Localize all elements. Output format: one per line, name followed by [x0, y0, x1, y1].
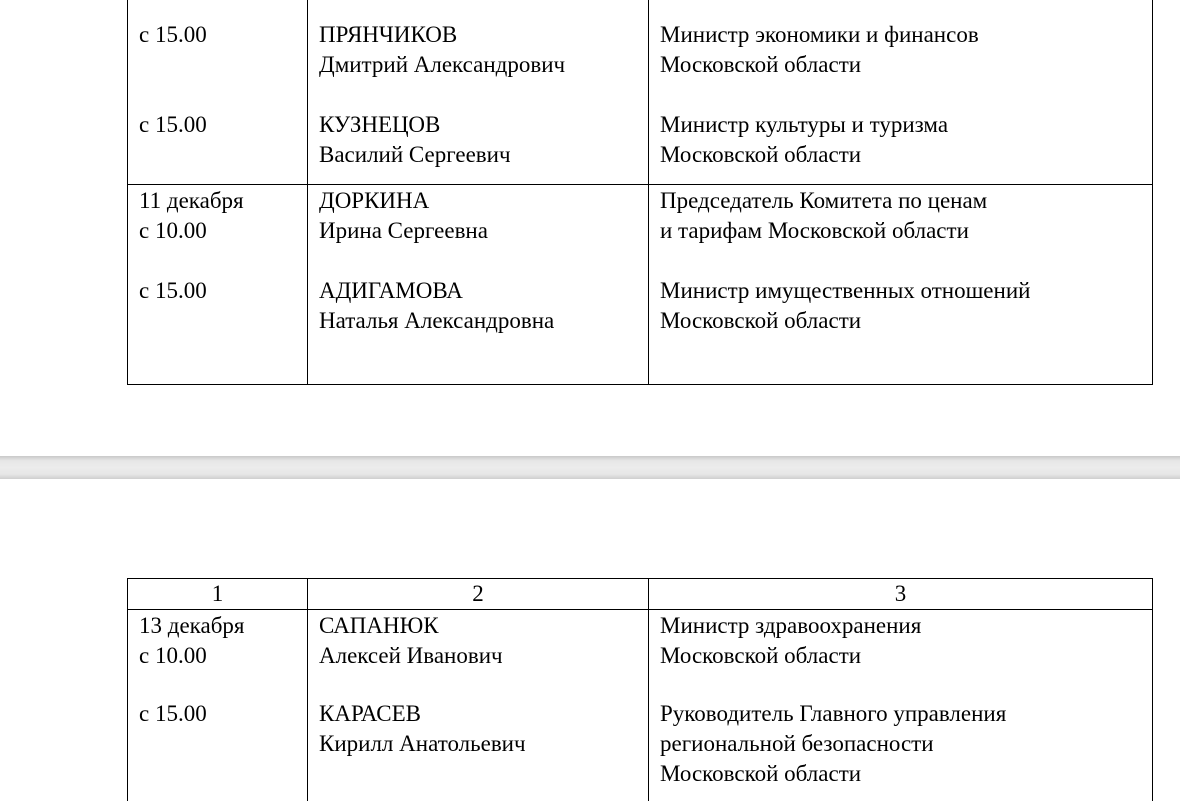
- official-surname: ДОРКИНА: [319, 188, 430, 213]
- page-separator: [0, 456, 1180, 479]
- time-cell: с 10.00: [139, 218, 207, 243]
- header-divider: [128, 609, 1152, 610]
- official-name: Дмитрий Александрович: [319, 52, 566, 77]
- schedule-table-page-2: [127, 578, 1153, 801]
- time-cell: с 15.00: [139, 22, 207, 47]
- column-header: 2: [472, 581, 484, 606]
- time-cell: с 15.00: [139, 701, 207, 726]
- official-surname: АДИГАМОВА: [319, 278, 463, 303]
- official-surname: САПАНЮК: [319, 613, 439, 638]
- column-header: 3: [894, 581, 907, 606]
- official-position-line: Министр экономики и финансов: [660, 22, 979, 47]
- official-position-line: Руководитель Главного управления: [660, 701, 1007, 726]
- official-position-line: Московской области: [660, 52, 862, 77]
- official-position-line: Министр имущественных отношений: [660, 278, 1031, 303]
- official-position-line: Министр культуры и туризма: [660, 112, 949, 137]
- official-surname: КАРАСЕВ: [319, 701, 421, 726]
- column-divider: [307, 579, 308, 801]
- official-position-line: Московской области: [660, 643, 862, 668]
- official-name: Василий Сергеевич: [319, 142, 511, 167]
- official-name: Алексей Иванович: [319, 643, 503, 668]
- official-surname: ПРЯНЧИКОВ: [319, 22, 458, 47]
- official-name: Ирина Сергеевна: [319, 218, 488, 243]
- document-page-2: [0, 479, 1180, 801]
- official-position-line: и тарифам Московской области: [660, 218, 969, 243]
- time-cell: с 10.00: [139, 643, 207, 668]
- official-name: Наталья Александровна: [319, 308, 555, 333]
- official-position-line: региональной безопасности: [660, 731, 934, 756]
- date-cell: 13 декабря: [139, 613, 245, 638]
- official-position-line: Московской области: [660, 308, 862, 333]
- official-position-line: Московской области: [660, 761, 862, 786]
- time-cell: с 15.00: [139, 278, 207, 303]
- official-surname: КУЗНЕЦОВ: [319, 112, 441, 137]
- column-header: 1: [211, 581, 224, 606]
- date-cell: 11 декабря: [139, 188, 244, 213]
- time-cell: с 15.00: [139, 112, 207, 137]
- official-position-line: Председатель Комитета по ценам: [660, 188, 988, 213]
- official-name: Кирилл Анатольевич: [319, 731, 526, 756]
- official-position-line: Московской области: [660, 142, 862, 167]
- row-divider: [128, 184, 1152, 185]
- official-position-line: Министр здравоохранения: [660, 613, 922, 638]
- schedule-table-page-1: [127, 0, 1153, 385]
- column-divider: [648, 579, 649, 801]
- column-divider: [648, 0, 649, 384]
- column-divider: [307, 0, 308, 384]
